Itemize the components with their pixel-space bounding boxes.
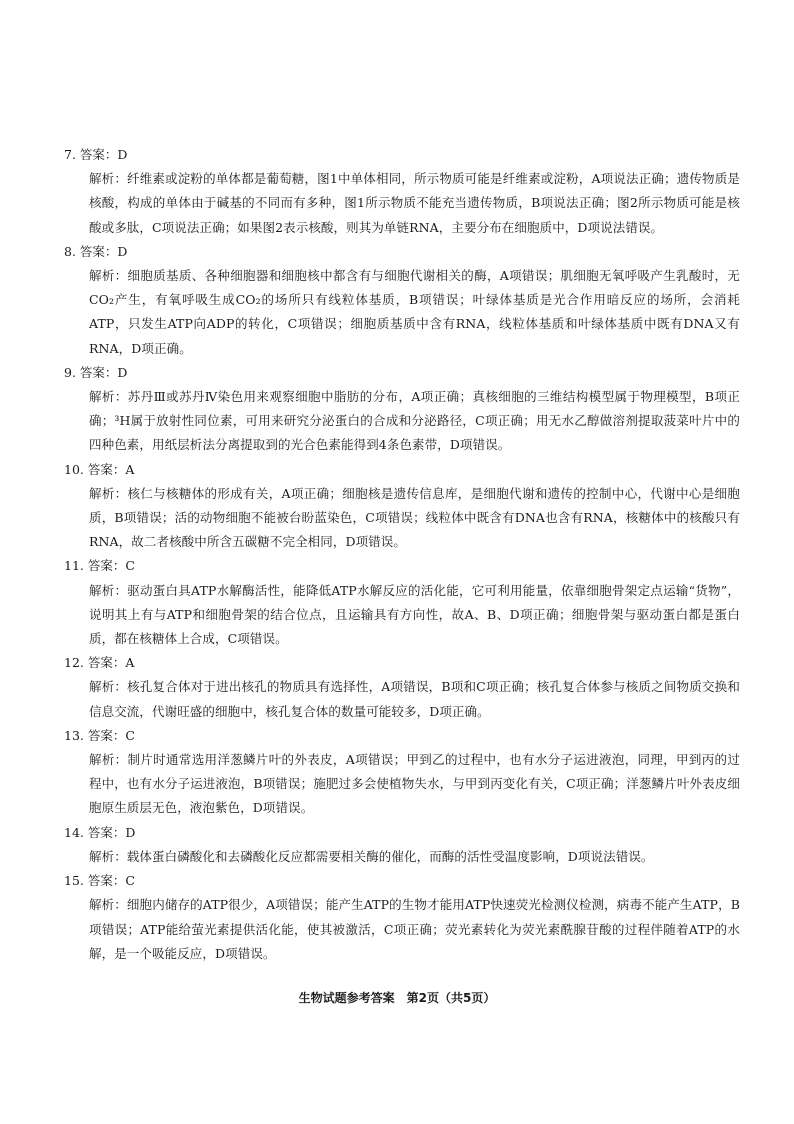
answer-line: 7. 答案：D — [64, 147, 128, 162]
analysis-text: 解析：细胞内储存的ATP很少，A项错误；能产生ATP的生物才能用ATP快速荧光检测仪检测，病毒不能产生ATP，B项错误；ATP能给萤光素提供活化能，使其被激活，C项正确；荧光素转化为荧光素酰腺苷酸的过程伴随着ATP的水解，是一个吸能反应，D项错误。 — [89, 897, 740, 961]
answer-item-15 — [64, 869, 740, 966]
analysis-text: 解析：载体蛋白磷酸化和去磷酸化反应都需要相关酶的催化，而酶的活性受温度影响，D项说法错误。 — [89, 848, 654, 864]
answer-line: 8. 答案：D — [64, 243, 128, 259]
analysis-text: 解析：纤维素或淀粉的单体都是葡萄糖，图1中单体相同，所示物质可能是纤维素或淀粉，A项说法正确；遗传物质是核酸，构成的单体由于碱基的不同而有多种，图1所示物质不能充当遗传物质，B项说法正确；图2所示物质可能是核酸或多肽，C项说法正确；如果图2表示核酸，则其为单链RNA，主要分布在细胞质中，D项说法错误。 — [89, 171, 740, 235]
answer-line: 10. 答案：A — [64, 461, 135, 477]
page-footer: 生物试题参考答案 第2页（共5页） — [298, 991, 496, 1005]
answer-line: 15. 答案：C — [64, 873, 135, 889]
answer-item-13 — [64, 724, 740, 821]
answer-line: 11. 答案：C — [64, 558, 135, 574]
analysis-text: 解析：制片时通常选用洋葱鳞片叶的外表皮，A项错误；甲到乙的过程中，也有水分子运进液泡，同理，甲到丙的过程中，也有水分子运进液泡，B项错误；施肥过多会使植物失水，与甲到丙变化有关，C项正确；洋葱鳞片叶外表皮细胞原生质层无色，液泡紫色，D项错误。 — [89, 752, 740, 816]
answer-line: 13. 答案：C — [64, 727, 135, 743]
answer-item-7 — [64, 143, 740, 240]
answer-item-8 — [64, 240, 740, 361]
answer-item-12 — [64, 651, 740, 724]
analysis-text: 解析：驱动蛋白具ATP水解酶活性，能降低ATP水解反应的活化能，它可利用能量，依靠细胞骨架定点运输“货物”，说明其上有与ATP和细胞骨架的结合位点，且运输具有方向性，故A、B、D项正确；细胞骨架与驱动蛋白都是蛋白质，都在核糖体上合成，C项错误。 — [89, 582, 740, 647]
answer-line: 12. 答案：A — [64, 655, 135, 671]
analysis-text: 解析：细胞质基质、各种细胞器和细胞核中都含有与细胞代谢相关的酶，A项错误；肌细胞无氧呼吸产生乳酸时，无CO₂产生，有氧呼吸生成CO₂的场所只有线粒体基质，B项错误；叶绿体基质是光合作用暗反应的场所，会消耗ATP，只发生ATP向ADP的转化，C项错误；细胞质基质中含有RNA，线粒体基质和叶绿体基质中既有DNA又有RNA，D项正确。 — [89, 268, 740, 356]
answer-line: 9. 答案：D — [64, 364, 128, 380]
answer-line: 14. 答案：D — [64, 824, 136, 840]
answer-item-11 — [64, 554, 740, 651]
answer-item-10 — [64, 458, 740, 555]
answer-item-14 — [64, 821, 740, 869]
answer-list — [64, 143, 740, 966]
answer-item-9 — [64, 361, 740, 458]
analysis-text: 解析：苏丹Ⅲ或苏丹Ⅳ染色用来观察细胞中脂肪的分布，A项正确；真核细胞的三维结构模型属于物理模型，B项正确；³H属于放射性同位素，可用来研究分泌蛋白的合成和分泌路径，C项正确；用无水乙醇做溶剂提取菠菜叶片中的四种色素，用纸层析法分离提取到的光合色素能得到4条色素带，D项错误。 — [89, 389, 740, 453]
analysis-text: 解析：核孔复合体对于进出核孔的物质具有选择性，A项错误，B项和C项正确；核孔复合体参与核质之间物质交换和信息交流，代谢旺盛的细胞中，核孔复合体的数量可能较多，D项正确。 — [89, 679, 740, 719]
analysis-text: 解析：核仁与核糖体的形成有关，A项正确；细胞核是遗传信息库，是细胞代谢和遗传的控制中心，代谢中心是细胞质，B项错误；活的动物细胞不能被台盼蓝染色，C项错误；线粒体中既含有DNA也含有RNA，核糖体中的核酸只有RNA，故二者核酸中所含五碳糖不完全相同，D项错误。 — [89, 485, 740, 550]
